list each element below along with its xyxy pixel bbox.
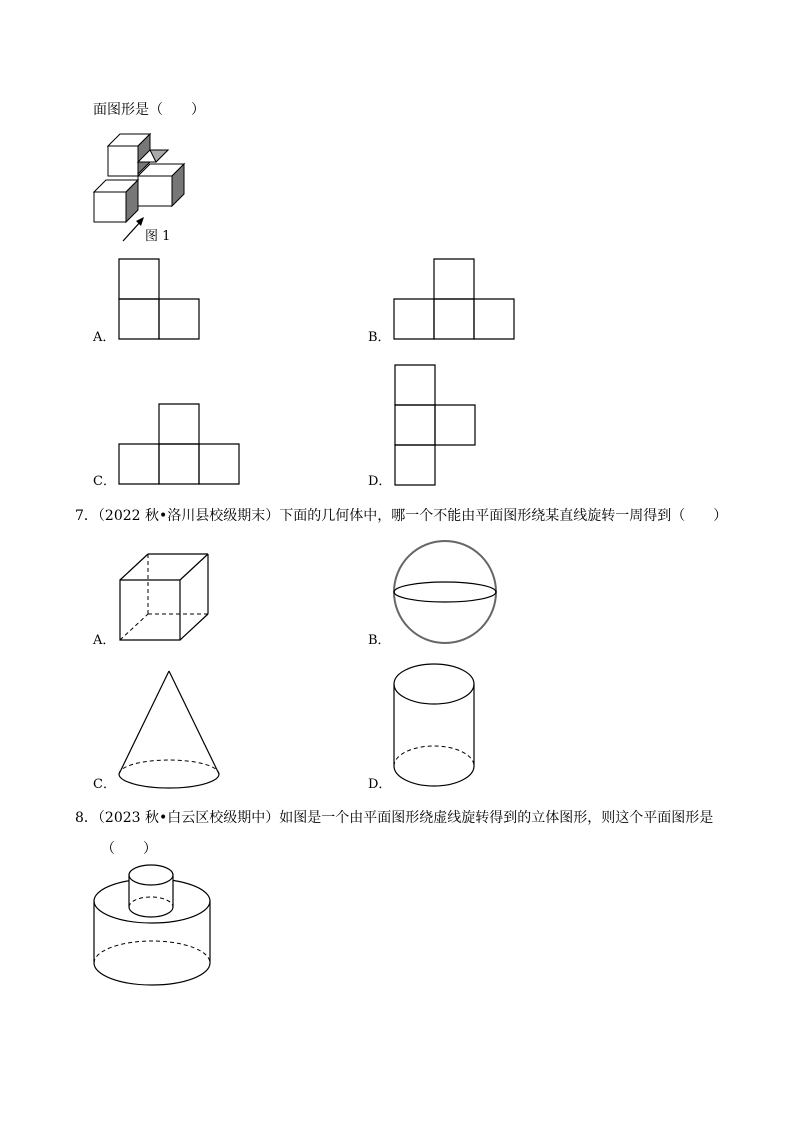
q6-option-d-figure[interactable] [394,364,478,488]
q6-option-a-label[interactable]: A． [93,330,116,345]
q7-option-a-label[interactable]: A． [93,633,116,648]
q7-option-c-cone[interactable] [117,670,223,792]
q6-option-c-label[interactable]: C． [93,474,116,489]
q7-option-d-label[interactable]: D． [368,777,392,792]
q7-stem: 7．（2022 秋•洛川县校级期末）下面的几何体中，哪一个不能由平面图形绕某直线旋转一周得到（ ） [75,508,728,524]
q6-option-a-figure[interactable] [118,258,202,342]
q6-stem-tail: 面图形是（ ） [93,102,205,118]
q6-option-c-figure[interactable] [118,403,242,487]
q6-option-d-label[interactable]: D． [368,474,392,489]
q7-option-a-cube[interactable] [118,552,212,646]
q7-option-b-sphere[interactable] [392,540,500,646]
q8-solid-figure [92,860,216,988]
q8-answer-blank: （ ） [101,841,157,857]
q6-option-b-figure[interactable] [393,258,517,342]
q6-figure-caption: 图 1 [145,229,171,244]
q6-option-b-label[interactable]: B． [368,330,391,345]
q8-stem: 8．（2023 秋•白云区校级期中）如图是一个由平面图形绕虚线旋转得到的立体图形，则这个平面图形是 [75,810,714,826]
q7-option-b-label[interactable]: B． [368,633,391,648]
q7-option-c-label[interactable]: C． [93,777,116,792]
q7-option-d-cylinder[interactable] [393,663,477,789]
